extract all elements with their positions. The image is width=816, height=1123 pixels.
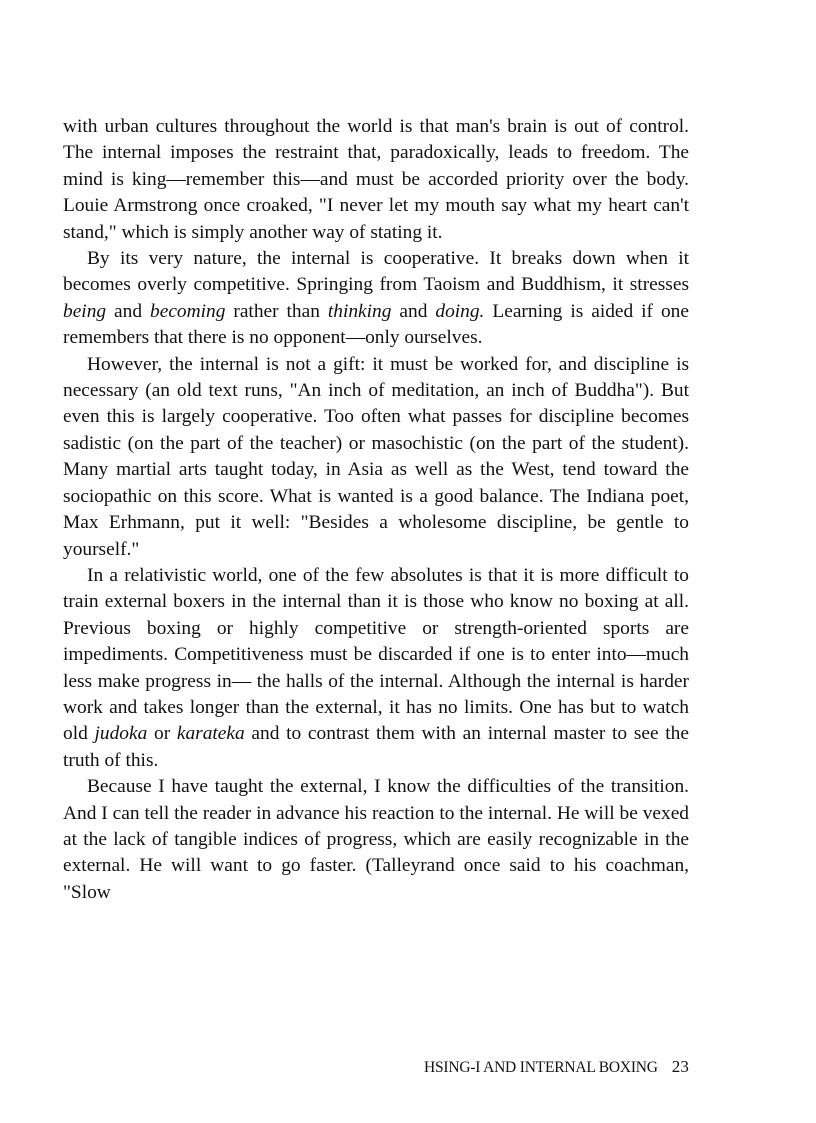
paragraph-1-text: with urban cultures throughout the world is that man's brain is out of control. The internal imposes the restraint that, paradoxically, leads to freedom. The mind is king—remember this—and must be accorded priority over the body. Louie Armstrong once croaked, "I never let my mouth say what my heart can't stand," which is simply another way of stating it. — [63, 116, 689, 243]
paragraph-4-text: or — [147, 723, 177, 745]
paragraph-3-text: However, the internal is not a gift: it must be worked for, and discipline is necessary (an old text runs, "An inch of meditation, an inch of Buddha"). But even this is largely cooperative. Too often what passes for discipline becomes sadistic (on the part of the teacher) or masochistic (on the part of the student). Many martial arts taught today, in Asia as well as the West, tend toward the sociopathic on this score. What is wanted is a good balance. The Indiana poet, Max Erhmann, put it well: "Besides a wholesome discipline, be gentle to yourself." — [63, 353, 689, 560]
running-head: HSING-I AND INTERNAL BOXING — [423, 1059, 658, 1076]
paragraph-2-text: and — [106, 300, 151, 322]
paragraph-3 — [63, 352, 689, 563]
italic-doing: doing. — [435, 300, 485, 322]
italic-being: being — [63, 300, 107, 322]
paragraph-2-text: rather than — [225, 300, 328, 322]
paragraph-5-text: Because I have taught the external, I know the difficulties of the transition. And I can tell the reader in advance his reaction to the internal. He will be vexed at the lack of tangible indices of progress, which are easily recognizable in the external. He will want to go faster. (Talleyrand once said to his coachman, "Slow — [63, 776, 689, 903]
italic-karateka: karateka — [176, 723, 245, 745]
paragraph-4-text: and to contrast them with an internal master to see the truth of this. — [63, 723, 689, 771]
paragraph-2-text: Learning is aided if one remembers that there is no opponent—only ourselves. — [63, 300, 689, 349]
italic-judoka: judoka — [94, 723, 148, 745]
paragraph-4 — [63, 563, 689, 774]
paragraph-1 — [63, 114, 689, 246]
paragraph-2-text: By its very nature, the internal is cooperative. It breaks down when it becomes overly competitive. Springing from Taoism and Buddhism, it stresses — [63, 248, 689, 296]
paragraph-2-text: and — [391, 300, 436, 322]
italic-thinking: thinking — [327, 300, 392, 322]
paragraph-2 — [63, 246, 689, 352]
paragraph-4-text: In a relativistic world, one of the few absolutes is that it is more difficult to train external boxers in the internal than it is those who know no boxing at all. Previous boxing or highly competitive or strength-oriented sports are impediments. Competitiveness must be discarded if one is to enter into—much less make progress in— the halls of the internal. Although the internal is harder work and takes longer than the external, it has no limits. One has but to watch old — [63, 564, 689, 745]
page-footer — [63, 1056, 689, 1079]
paragraph-5 — [63, 774, 689, 906]
page-body-text — [63, 114, 689, 906]
page-number: 23 — [671, 1057, 689, 1076]
italic-becoming: becoming — [150, 300, 226, 322]
